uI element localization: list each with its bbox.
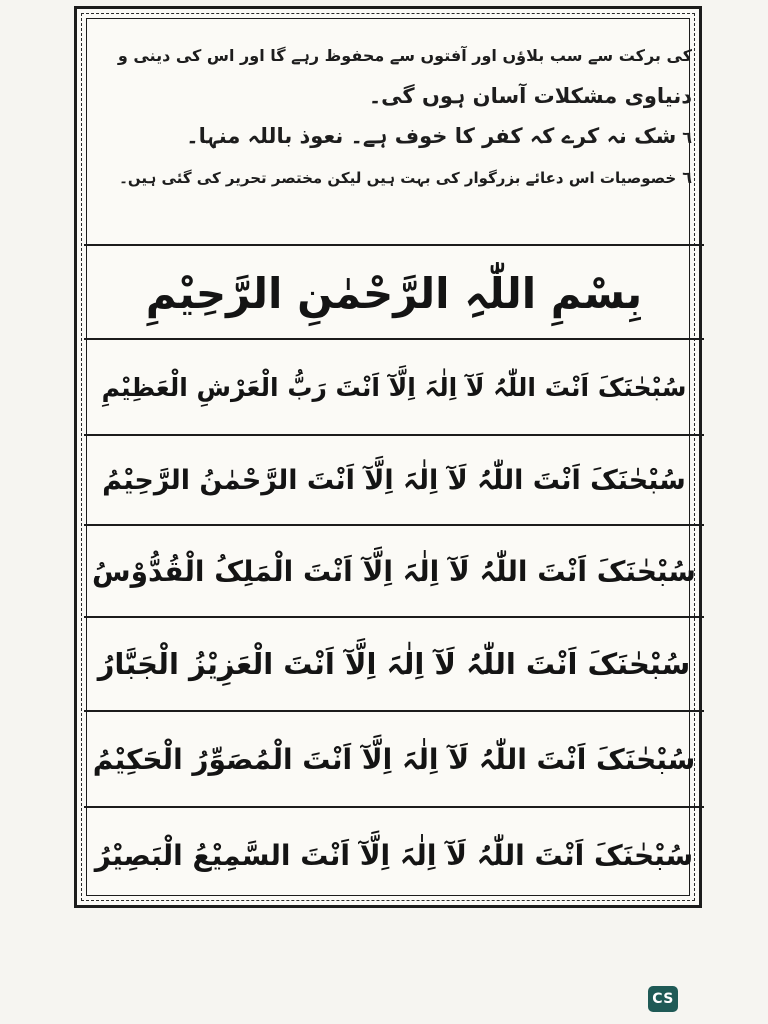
divider-line xyxy=(84,434,704,436)
intro-line-1: کی برکت سے سب بلاؤں اور آفتوں سے محفوظ رہے گا اور اس کی دینی و xyxy=(117,46,692,65)
intro-text-block xyxy=(92,36,692,241)
verse-text: سُبْحٰنَکَ اَنْتَ اللّٰہُ لَآ اِلٰہَ اِلَّآ اَنْتَ السَّمِیْعُ الْبَصِیْرُ xyxy=(94,838,694,872)
bullet-icon: ٦ xyxy=(682,168,692,187)
verse-row-6 xyxy=(84,810,704,900)
verse-row-2 xyxy=(84,438,704,522)
divider-line xyxy=(84,616,704,618)
verse-row-1 xyxy=(84,342,704,432)
intro-line-4 xyxy=(92,158,692,198)
divider-line xyxy=(84,806,704,808)
verse-text: سُبْحٰنَکَ اَنْتَ اللّٰہُ لَآ اِلٰہَ اِلَّآ اَنْتَ رَبُّ الْعَرْشِ الْعَظِیْمِ xyxy=(101,372,687,402)
divider-line xyxy=(84,338,704,340)
verse-text: سُبْحٰنَکَ اَنْتَ اللّٰہُ لَآ اِلٰہَ اِلَّآ اَنْتَ الْمَلِکُ الْقُدُّوْسُ xyxy=(92,554,696,588)
intro-line-4-text: خصوصیات اس دعائے بزرگوار کی بہت ہیں لیکن مختصر تحریر کی گئی ہیں۔ xyxy=(119,169,677,187)
intro-line-3-text: شک نہ کرے کہ کفر کا خوف ہے۔ نعوذ باللہ منہا۔ xyxy=(186,124,677,148)
verse-row-5 xyxy=(84,714,704,804)
divider-line xyxy=(84,710,704,712)
bismillah-row xyxy=(84,250,704,336)
verse-text: سُبْحٰنَکَ اَنْتَ اللّٰہُ لَآ اِلٰہَ اِلَّآ اَنْتَ الْعَزِیْزُ الْجَبَّارُ xyxy=(97,647,691,681)
camscanner-badge-icon: CS xyxy=(648,986,678,1012)
verse-row-3 xyxy=(84,528,704,614)
divider-line xyxy=(84,524,704,526)
verse-text: سُبْحٰنَکَ اَنْتَ اللّٰہُ لَآ اِلٰہَ اِلَّآ اَنْتَ الرَّحْمٰنُ الرَّحِیْمُ xyxy=(102,464,686,496)
divider-line xyxy=(84,244,704,246)
verse-text: سُبْحٰنَکَ اَنْتَ اللّٰہُ لَآ اِلٰہَ اِلَّآ اَنْتَ الْمُصَوِّرُ الْحَکِیْمُ xyxy=(92,742,696,776)
intro-line-3 xyxy=(92,116,692,158)
intro-line-2: دنیاوی مشکلات آسان ہوں گی۔ xyxy=(368,84,692,108)
verse-row-4 xyxy=(84,620,704,708)
bullet-icon: ٦ xyxy=(682,128,692,147)
bismillah-text: بِسْمِ اللّٰہِ الرَّحْمٰنِ الرَّحِیْمِ xyxy=(145,268,643,318)
